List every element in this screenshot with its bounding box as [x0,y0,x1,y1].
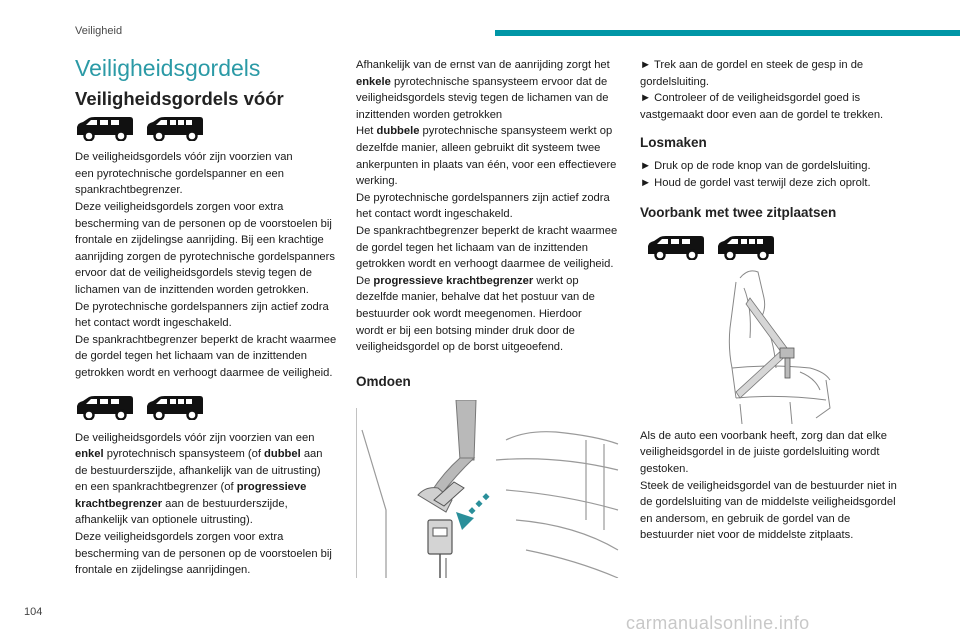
van-long-icon [145,394,205,420]
column-middle [356,57,622,578]
watermark: carmanualsonline.info [626,613,810,633]
van-short-icon [75,394,135,420]
van-long-icon [145,115,205,141]
vehicle-icons-row [75,115,347,141]
van-short-icon [646,234,706,260]
van-short-icon [75,115,135,141]
van-long-icon [716,234,776,260]
section-label: Veiligheid [75,25,123,37]
vehicle-icons-row-2 [75,394,347,420]
page-number: 104 [24,606,43,618]
paragraph-tensioner-severity: Afhankelijk van de ernst van de aanrijding zorgt het enkele pyrotechnische spansysteem ervoor dat de veiligheidsgordels stevig tegen de lichamen van de inzittenden worden getrokken Het dubbele pyrotechnische spansysteem werkt op dezelfde manier, alleen gebruikt dit systeem twee ankerpunten in plaats van één, voor een effectievere werking. De pyrotechnische gordelspanners zijn actief zodra het contact wordt ingeschakeld. De spankrachtbegrenzer beperkt de kracht waarmee de gordel tegen het lichaam van de inzittenden getrokken wordt en verhoogt daarmee de veiligheid. De progressieve krachtbegrenzer werkt op dezelfde manier, behalve dat het postuur van de bestuurder ook wordt meegenomen. Hierdoor wordt er bij een botsing minder druk door de veiligheidsgordel op de borst uitgeoefend. [356,59,618,354]
section-accent-bar [495,30,960,36]
heading-omdoen: Omdoen [356,373,411,389]
heading-losmaken: Losmaken [640,135,707,151]
section-heading-front-belts: Veiligheidsgordels vóór [75,87,284,109]
vehicle-icons-row-3 [646,234,908,260]
steps-release: ► Druk op de rode knop van de gordelsluiting. ► Houd de gordel vast terwijl deze zich oprolt. [640,159,871,189]
page-title: Veiligheidsgordels [75,55,261,81]
steps-fasten: ► Trek aan de gordel en steek de gesp in de gordelsluiting. ► Controleer of de veiligheidsgordel goed is vastgemaakt door even aan de gordel te trekken. [640,59,884,121]
paragraph-pyrotechnic-variants: De veiligheidsgordels vóór zijn voorzien van een enkel pyrotechnisch spansysteem (of dubbel aan de bestuurderszijde, afhankelijk van de uitrusting) en een spankrachtbegrenzer (of progressieve krachtbegrenzer aan de bestuurderszijde, afhankelijk van optionele uitrusting). Deze veiligheidsgordels zorgen voor extra bescherming van de personen op de voorstoelen bij frontale en zijdelingse aanrijdingen. [75,431,332,577]
front-bench-seat-illustration [640,268,908,424]
paragraph-bench-seat: Als de auto een voorbank heeft, zorg dan dat elke veiligheidsgordel in de juiste gordelsluiting wordt gestoken. Steek de veiligheidsgordel van de bestuurder niet in de gordelsluiting van de middelste veiligheidsgordel en andersom, en gebruik de gordel van de bestuurder niet voor de middelste zitplaats. [640,429,897,542]
paragraph-pretensioner: De veiligheidsgordels vóór zijn voorzien van een pyrotechnische gordelspanner en een spankrachtbegrenzer. Deze veiligheidsgordels zorgen voor extra bescherming van de personen op de voorstoelen bij frontale en zijdelingse aanrijding. Bij een krachtige aanrijding zorgen de pyrotechnische gordelspanners ervoor dat de veiligheidsgordels stevig tegen de lichamen van de inzittenden worden getrokken. De pyrotechnische gordelspanners zijn actief zodra het contact wordt ingeschakeld. De spankrachtbegrenzer beperkt de kracht waarmee de gordel tegen het lichaam van de inzittenden getrokken wordt en verhoogt daarmee de veiligheid. [75,151,337,379]
column-right [640,57,908,544]
heading-voorbank: Voorbank met twee zitplaatsen [640,205,837,221]
column-left [75,55,347,579]
seatbelt-buckle-illustration [356,400,622,578]
